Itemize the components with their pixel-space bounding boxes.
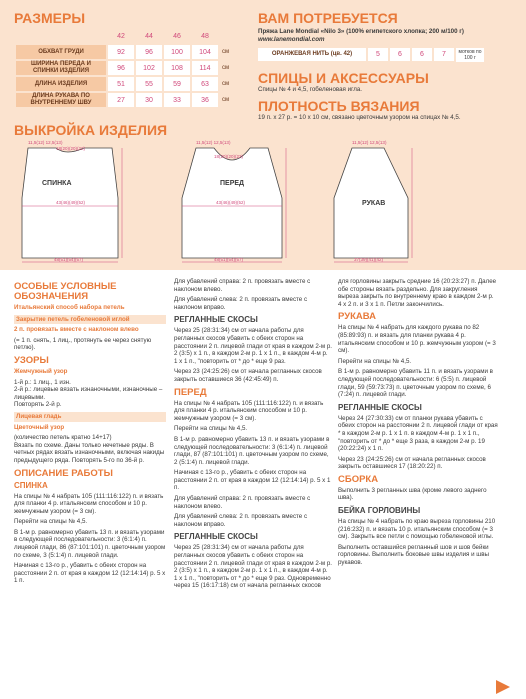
patterns-title: УЗОРЫ (14, 354, 49, 366)
instruction: Перейти на спицы № 4,5. (174, 425, 248, 433)
neckband-title: БЕЙКА ГОРЛОВИНЫ (338, 506, 421, 516)
materials-title: ВАМ ПОТРЕБУЕТСЯ (258, 10, 398, 26)
column-1 (14, 278, 166, 588)
unit: см (222, 97, 230, 103)
sizes-header-row (16, 29, 231, 43)
instruction: Выполнить оставшийся регланный шов и шов бейки горловины. Выполнить боковые швы изделия и швы рукавов. (338, 543, 489, 567)
sizes-row (16, 93, 231, 107)
pattern-row: 2-й р.: лицевые вязать изнаночными, изнаночные – лицевыми. (14, 386, 163, 401)
sizes-row (16, 45, 231, 59)
front-top-dim: 11,5(12) 12,5(13) (196, 140, 231, 145)
instruction: Для убавлений справа: 2 п. провязать вместе с наклоном влево. (174, 495, 311, 510)
legend-item: Итальянский способ набора петель (14, 304, 125, 311)
instruction: Для убавлений слева: 2 п. провязать вместе с наклоном вправо. (174, 296, 308, 311)
instruction: В 1-м р. равномерно убавить 13 п. и вязать узорами в следующей последовательности: 3 (6:1:4) п. лицевой глади, 87 (87:101:101) п. цветочным узором по схеме, 2 (5:1:4) п. лицевой глади. (174, 435, 330, 466)
cell: 104 (192, 45, 218, 59)
sleeve-top-dim: 11,5(12) 12,5(13) (352, 140, 387, 145)
gauge-text: 19 п. x 27 р. = 10 x 10 см, связано цветочным узором на спицах № 4,5. (258, 114, 461, 121)
row-label: ОБХВАТ ГРУДИ (16, 45, 106, 59)
amount: 6 (390, 48, 410, 61)
work-title: ОПИСАНИЕ РАБОТЫ (14, 467, 113, 479)
yarn-amount-row (258, 48, 484, 62)
gauge-title: ПЛОТНОСТЬ ВЯЗАНИЯ (258, 98, 420, 114)
unit: см (222, 81, 230, 87)
back-label: СПИНКА (42, 180, 72, 187)
unit: см (222, 49, 230, 55)
sizes-row (16, 77, 231, 91)
front-neck-dim: 18(20)(20)(22) (214, 154, 244, 159)
cell: 30 (136, 93, 162, 107)
back-text: Начиная с 13-го р., убавить с обеих сторон на расстоянии 2 п. от края в каждом 12 (12:14:14) р. 5 х 1 п. (14, 562, 166, 585)
raglan-title: РЕГЛАННЫЕ СКОСЫ (174, 532, 258, 542)
size-col: 42 (117, 32, 125, 40)
column-3 (338, 278, 498, 570)
instruction: Через 25 (28:31:34) см от начала работы для регланных скосов убавить с обеих сторон на расстоянии 2 п. лицевой глади от края в каждом 2-м р. 2 (3:5) х 1 п., в каждом 2-м р. 1 х 1 п., в каждом 4-м р. 1 х 1 п., "повторить от * до * еще 9 раз. Одновременно через 15 (16:17:18) см от начала регланных скосов (174, 544, 333, 590)
cell: 63 (192, 77, 218, 91)
cell: 59 (164, 77, 190, 91)
cell: 108 (164, 61, 190, 75)
row-label: ШИРИНА ПЕРЕДА И СПИНКИ ИЗДЕЛИЯ (16, 61, 106, 75)
legend-item: 2 п. провязать вместе с наклоном влево (14, 326, 139, 334)
amount: 7 (434, 48, 454, 61)
instruction: Через 25 (28:31:34) см от начала работы для регланных скосов убавить с обеих сторон на расстоянии 2 п. лицевой глади от края в каждом 2-м р. 2 (3:5) х 1 п., в каждом 2-м р. 1 х 1 п., в каждом 4-м р. 1 х 1 п., "повторить от * до * еще 9 раз. (174, 327, 333, 365)
cell: 33 (164, 93, 190, 107)
cell: 100 (164, 45, 190, 59)
cell: 92 (108, 45, 134, 59)
pattern-name: Лицевая гладь (14, 412, 166, 422)
pattern-name: Жемчужный узор (14, 367, 68, 375)
back-text: Перейти на спицы № 4,5. (14, 518, 88, 526)
front-width-dim: 43(46)(49)(52) (216, 200, 246, 205)
back-text: На спицы № 4 набрать 105 (111:116:122) п. и вязать для планки 4 р. итальянским способом и 10 р. жемчужным узором (= 3 см). (14, 492, 164, 515)
tools-title: СПИЦЫ И АКСЕССУАРЫ (258, 70, 429, 86)
front-label: ПЕРЕД (220, 180, 245, 187)
instruction: На спицы № 4 набрать для каждого рукава по 82 (85:89:93) п. и вязать для планки рукава 4 р. итальянским способом и 10 р. жемчужным узором (= 3 см). (338, 324, 496, 355)
back-title: СПИНКА (14, 480, 48, 490)
pattern-row: (количество петель кратно 14+17) (14, 434, 112, 442)
instruction: Перейти на спицы № 4,5. (338, 357, 412, 365)
back-neck-dim: 18(20)(20)(22) (56, 146, 86, 151)
yarn-text: Пряжа Lane Mondial «Nilo 3» (100% египетского хлопка; 200 м/100 г) (258, 28, 464, 35)
legend-item: Закрытие петель гобеленовой иглой (14, 315, 166, 325)
yarn-color-label: ОРАНЖЕВАЯ НИТЬ (цв. 42) (258, 48, 366, 61)
sizes-row (16, 61, 231, 75)
column-2 (174, 278, 332, 593)
size-col: 46 (173, 32, 181, 40)
instruction: Через 23 (24:25:26) см от начала регланных скосов закрыть оставшиеся 17 (18:20:22) п. (338, 455, 486, 471)
pattern-row: Вязать по схеме. Даны только нечетные ряды. В четных рядах вязать изнаночными, включая накиды предыдущего ряда. Повторять 5-го по 36-й р. (14, 441, 165, 464)
size-col: 48 (201, 32, 209, 40)
instruction: для горловины закрыть средние 16 (20:23:27) п. Далее обе стороны вязать раздельно. Для закругления выреза закрыть по внутреннему краю в каждом 2-м р. 4 х 2 п. и 3 х 1 п. Петли закончились. (338, 278, 497, 308)
back-text: В 1-м р. равномерно убавить 13 п. и вязать узорами в следующей последовательности: 3 (6:1:4) п. лицевой глади, 86 (87:101:101) п. цветочным узором по схеме, 3 (5:1:4) п. лицевой глади. (14, 528, 166, 559)
unit: см (222, 65, 230, 71)
yarn-site: www.lanemondial.com (258, 36, 325, 43)
cell: 96 (136, 45, 162, 59)
instruction: Выполнить 3 регланных шва (кроме левого заднего шва). (338, 486, 487, 502)
tools-text: Спицы № 4 и 4,5, гобеленовая игла. (258, 86, 362, 93)
pattern-row: Повторять 2-й р. (14, 401, 62, 409)
amount: 5 (368, 48, 388, 61)
size-col: 44 (145, 32, 153, 40)
instruction: Через 23 (24:25:26) см от начала регланных скосов закрыть оставшиеся 36 (42:45:49) п. (174, 368, 322, 383)
pattern-row: 1-й р.: 1 лиц., 1 изн. (14, 378, 71, 386)
row-label: ДЛИНА ИЗДЕЛИЯ (16, 77, 106, 91)
instruction: На спицы № 4 набрать 105 (111:116:122) п. и вязать для планки 4 р. итальянским способом и 10 р. жемчужным узором (= 3 см). (174, 399, 324, 422)
instruction: Через 24 (27:30:33) см от планки рукава убавить с обеих сторон на расстоянии 2 п. лицевой глади от края * в каждом 2-м р. 1 х 1 п. в каждом 4-м р. 1 х 1 п., "повторить от * до * еще 3 раза, в каждом 2-м р. 19 (20:22:24) х 1 п. (338, 414, 498, 453)
front-bottom-dim: 48(51)(54)(57) (214, 257, 244, 262)
instruction: Для убавлений слева: 2 п. провязать вместе с наклоном вправо. (174, 513, 308, 528)
cell: 36 (192, 93, 218, 107)
sizes-title: РАЗМЕРЫ (14, 10, 86, 26)
cell: 114 (192, 61, 218, 75)
legend-title: ОСОБЫЕ УСЛОВНЫЕ ОБОЗНАЧЕНИЯ (14, 281, 117, 302)
pattern-title: ВЫКРОЙКА ИЗДЕЛИЯ (14, 122, 168, 138)
cell: 51 (108, 77, 134, 91)
page-arrow-icon (496, 680, 510, 694)
sleeves-title: РУКАВА (338, 311, 377, 323)
raglan-title: РЕГЛАННЫЕ СКОСЫ (174, 315, 258, 325)
raglan-title: РЕГЛАННЫЕ СКОСЫ (338, 402, 422, 412)
amount-unit: мотков по 100 г (456, 48, 484, 62)
cell: 27 (108, 93, 134, 107)
amount: 6 (412, 48, 432, 61)
cell: 55 (136, 77, 162, 91)
back-bottom-dim: 48(51)(54)(57) (54, 257, 84, 262)
cell: 102 (136, 61, 162, 75)
front-section-title: ПЕРЕД (174, 386, 207, 398)
legend-text: (= 1 п. снять, 1 лиц., протянуть ее через снятую петлю). (14, 336, 152, 352)
instruction: На спицы № 4 набрать по краю выреза горловины 210 (216:232) п. и вязать 10 р. итальянским способом (= 3 см). Закрыть все петли с помощью гобеленовой иглы. (338, 518, 496, 541)
pattern-name: Цветочный узор (14, 423, 65, 431)
instruction: Начиная с 13-го р., убавить с обеих сторон на расстоянии 2 п. от края в каждом 12 (12:14:14) р. 5 х 1 п. (174, 469, 331, 492)
sleeve-label: РУКАВ (362, 200, 386, 207)
instruction: В 1-м р. равномерно убавить 11 п. и вязать узорами в следующей последовательности: 6 (5:5) п. лицевой глади, 59 (59:73:73) п. цветочным узором по схеме, 6 (7:24) п. лицевой глади. (338, 368, 493, 399)
sizes-table (14, 27, 233, 109)
cell: 96 (108, 61, 134, 75)
assembly-title: СБОРКА (338, 473, 379, 485)
sleeve-bottom-dim: 37(39)(41)(42) (354, 257, 384, 262)
row-label: ДЛИНА РУКАВА ПО ВНУТРЕННЕМУ ШВУ (16, 93, 106, 107)
back-width-dim: 43(46)(49)(52) (56, 200, 86, 205)
back-top-dim: 11,5(12) 12,5(13) (28, 140, 63, 145)
instruction: Для убавлений справа: 2 п. провязать вместе с наклоном влево. (174, 278, 311, 293)
